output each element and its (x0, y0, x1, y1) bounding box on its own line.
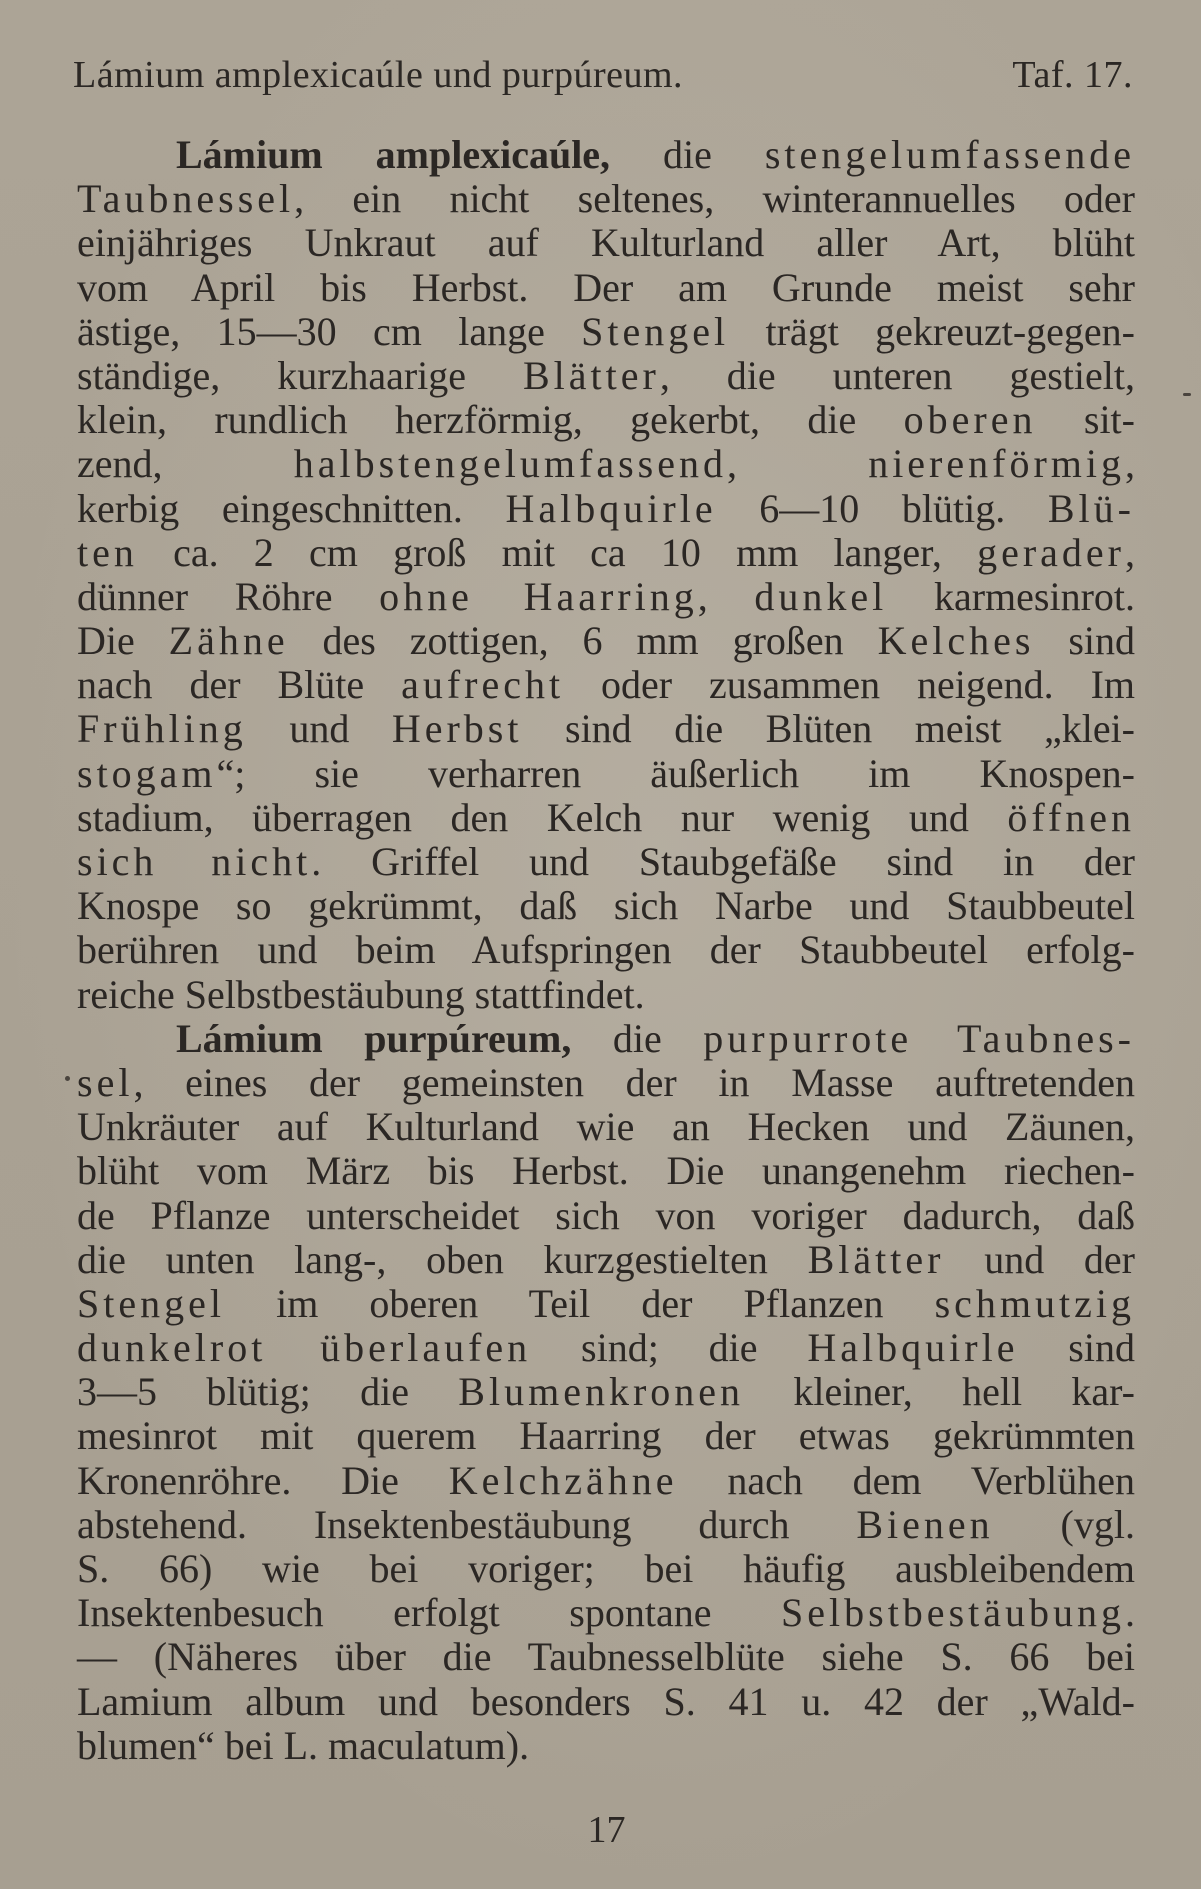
species-name: Lámium amplexicaúle, (176, 132, 611, 177)
emphasis-text: stogam (77, 750, 217, 796)
text-line (77, 1635, 1135, 1679)
emphasis-text: ten (77, 529, 138, 575)
emphasis-text: aufrecht (401, 662, 565, 708)
emphasis-text: Herbst (391, 706, 523, 752)
text-run: mesinrot mit querem Haarring der etwas gekrümmten (77, 1413, 1135, 1459)
text-line (77, 1017, 1135, 1061)
text-run: Die (77, 618, 169, 664)
emphasis-text: schmutzig (934, 1280, 1135, 1326)
text-run: Unkräuter auf Kulturland wie an Hecken und Zäunen, (77, 1104, 1135, 1150)
text-line (77, 1503, 1135, 1547)
text-run: kerbig eingeschnitten. (77, 485, 506, 531)
emphasis-text: gerader (977, 529, 1125, 575)
text-run: Kronenröhre. Die (77, 1457, 449, 1503)
text-run: reiche Selbstbestäubung stattfindet. (77, 971, 645, 1017)
text-line (77, 442, 1135, 486)
text-run: Insektenbesuch erfolgt spontane (77, 1590, 782, 1636)
text-run: (vgl. (993, 1501, 1135, 1547)
text-line (77, 928, 1135, 972)
text-run: stadium, überragen den Kelch nur wenig und (77, 794, 1008, 840)
text-line (77, 1459, 1135, 1503)
scan-speck (65, 1076, 70, 1081)
text-run: sind die Blüten meist „klei- (522, 706, 1136, 752)
text-line (77, 1194, 1135, 1238)
text-run: die (610, 132, 765, 177)
text-line (77, 973, 1135, 1017)
text-run: 3—5 blütig; die (77, 1369, 459, 1415)
text-line (77, 752, 1135, 796)
text-line (77, 310, 1135, 354)
text-run: nach dem Verblühen (677, 1457, 1135, 1503)
text-line (77, 1282, 1135, 1326)
emphasis-text: Frühling (77, 706, 247, 752)
text-line (77, 1414, 1135, 1458)
emphasis-text: dunkelrot überlaufen (77, 1325, 532, 1371)
text-run: sind (1034, 618, 1135, 664)
text-line (77, 663, 1135, 707)
text-run: ästige, 15—30 cm lange (77, 308, 582, 354)
emphasis-text: öffnen (1007, 794, 1135, 840)
running-head-title: Lámium amplexicaúle und purpúreum. (73, 54, 684, 96)
paragraph (77, 1017, 1135, 1768)
emphasis-text: Blü- (1047, 485, 1135, 531)
emphasis-text: Selbstbestäubung (781, 1590, 1125, 1636)
text-line (77, 1547, 1135, 1591)
text-run: sind (1018, 1325, 1135, 1371)
text-run: “; sie verharren äußerlich im Knospen- (216, 750, 1135, 796)
text-run: , die unteren gestielt, (659, 352, 1135, 398)
text-run: vom April bis Herbst. Der am Grunde meist sehr (77, 264, 1135, 310)
text-line (77, 1149, 1135, 1193)
text-run: sit- (1036, 397, 1135, 443)
text-run: oder zusammen neigend. Im (564, 662, 1136, 708)
text-line (77, 707, 1135, 751)
text-line (77, 133, 1135, 177)
emphasis-text: halbstengelumfassend (293, 441, 727, 487)
emphasis-text: Bienen (856, 1501, 994, 1547)
text-run: ständige, kurzhaarige (77, 352, 523, 398)
text-run: — (Näheres über die Taubnesselblüte siehe S. 66 bei (77, 1634, 1135, 1680)
text-run: , ein nicht seltenes, winterannuelles oder (294, 176, 1135, 222)
text-run: nach der Blüte (77, 662, 402, 708)
text-run: berühren und beim Aufspringen der Staubbeutel erfolg- (77, 927, 1135, 973)
text-run: die (571, 1015, 704, 1061)
text-line (77, 840, 1135, 884)
emphasis-text: dunkel (754, 573, 888, 619)
text-line (77, 221, 1135, 265)
body-text (77, 133, 1135, 1768)
plate-number: Taf. 17. (1012, 54, 1133, 96)
text-line (77, 1238, 1135, 1282)
emphasis-text: purpurrote Taubnes- (703, 1015, 1135, 1061)
emphasis-text: sel (77, 1059, 134, 1105)
text-line (77, 884, 1135, 928)
emphasis-text: Kelches (877, 618, 1035, 664)
scan-speck (1183, 393, 1191, 396)
emphasis-text: oberen (903, 397, 1037, 443)
emphasis-text: Halbquirle (807, 1325, 1019, 1371)
text-run: trägt gekreuzt-gegen- (729, 308, 1135, 354)
text-line (77, 1680, 1135, 1724)
text-run: sind; die (531, 1325, 808, 1371)
text-run: S. 66) wie bei voriger; bei häufig ausbleibendem (77, 1546, 1135, 1591)
text-run: ca. 2 cm groß mit ca 10 mm langer, (137, 529, 978, 575)
text-line (77, 487, 1135, 531)
text-run: , eines der gemeinsten der in Masse auftretenden (133, 1059, 1135, 1105)
text-line (77, 354, 1135, 398)
text-line (77, 575, 1135, 619)
paragraph (77, 133, 1135, 1017)
emphasis-text: nierenförmig (868, 441, 1125, 487)
text-run: . (1125, 1590, 1135, 1636)
text-run: des zottigen, 6 mm großen (288, 618, 878, 664)
text-line (77, 177, 1135, 221)
emphasis-text: stengelumfassende (764, 132, 1135, 177)
text-line (77, 796, 1135, 840)
text-run: Lamium album und besonders S. 41 u. 42 der „Wald- (77, 1678, 1135, 1724)
text-line (77, 1105, 1135, 1149)
text-run: 6—10 blütig. (716, 485, 1048, 531)
text-line (77, 531, 1135, 575)
text-line (77, 266, 1135, 310)
text-run: karmesinrot. (887, 573, 1136, 619)
emphasis-text: Zähne (168, 618, 289, 664)
text-line (77, 1724, 1135, 1768)
text-run: , (1125, 529, 1135, 575)
text-line (77, 1326, 1135, 1370)
emphasis-text: Blätter (807, 1236, 945, 1282)
text-run: zend, (77, 441, 294, 487)
text-run: und der (944, 1236, 1135, 1282)
text-run: , (726, 441, 869, 487)
species-name: Lámium purpúreum, (176, 1015, 572, 1061)
text-run: und (246, 706, 392, 752)
text-line (77, 398, 1135, 442)
text-run: klein, rundlich herzförmig, gekerbt, die (77, 397, 904, 443)
text-line (77, 619, 1135, 663)
text-run: im oberen Teil der Pflanzen (224, 1280, 935, 1326)
emphasis-text: Stengel (77, 1280, 225, 1326)
emphasis-text: Kelchzähne (448, 1457, 678, 1503)
emphasis-text: Taubnessel (77, 176, 295, 222)
emphasis-text: Blätter (522, 352, 660, 398)
text-run: einjähriges Unkraut auf Kulturland aller Art, blüht (77, 220, 1135, 266)
text-run: , (697, 573, 755, 619)
text-run: Knospe so gekrümmt, daß sich Narbe und Staubbeutel (77, 883, 1135, 929)
text-run: dünner Röhre (77, 573, 380, 619)
text-run: blüht vom März bis Herbst. Die unangenehm riechen- (77, 1148, 1135, 1194)
text-run: abstehend. Insektenbestäubung durch (77, 1501, 857, 1547)
emphasis-text: ohne Haarring (379, 573, 698, 619)
text-run: die unten lang-, oben kurzgestielten (77, 1236, 808, 1282)
emphasis-text: Blumenkronen (458, 1369, 745, 1415)
text-run: kleiner, hell kar- (744, 1369, 1135, 1415)
page-number: 17 (587, 1809, 626, 1851)
running-head (73, 50, 1133, 100)
text-line (77, 1370, 1135, 1414)
emphasis-text: Halbquirle (505, 485, 717, 531)
text-run: . Griffel und Staubgefäße sind in der (311, 839, 1135, 884)
text-run: de Pflanze unterscheidet sich von voriger dadurch, daß (77, 1192, 1135, 1238)
text-line (77, 1591, 1135, 1635)
text-run: blumen“ bei L. maculatum). (77, 1722, 530, 1768)
text-run: , (1125, 441, 1135, 487)
emphasis-text: Stengel (581, 308, 730, 354)
text-line (77, 1061, 1135, 1105)
emphasis-text: sich nicht (77, 839, 312, 884)
